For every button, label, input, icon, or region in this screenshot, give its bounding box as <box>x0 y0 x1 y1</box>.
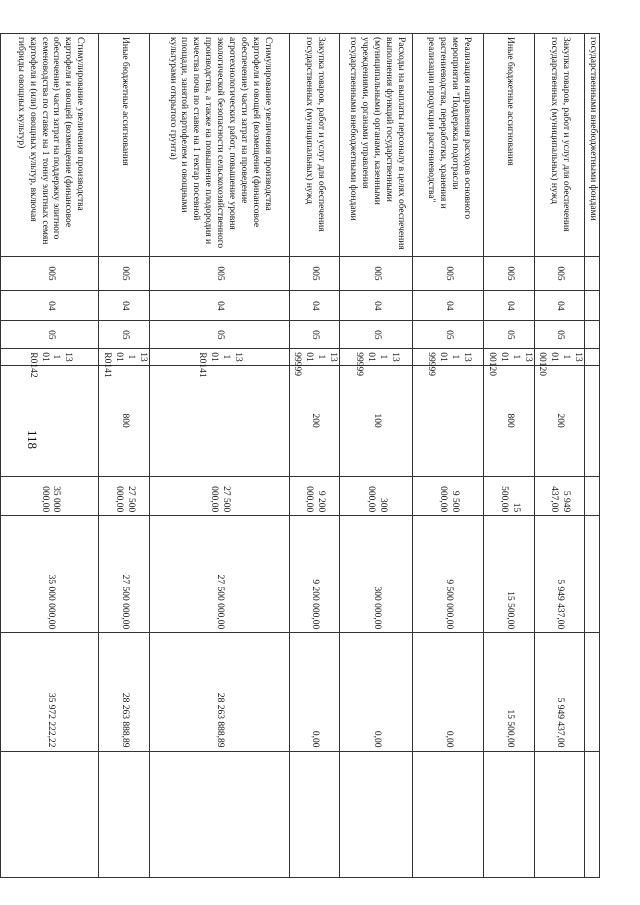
amount-2: 5 949 437,00 <box>534 633 585 751</box>
expense-type: 5 949 437,00 <box>534 476 585 515</box>
spacer-cell: 13 1 01 99999 <box>340 349 413 365</box>
table-row <box>0 34 1 878</box>
subsection-code <box>0 321 1 349</box>
amount-2: 28 263 888,89 <box>99 633 150 751</box>
amount-1: 5 949 437,00 <box>534 516 585 633</box>
expense-type: 9 500 000,00 <box>413 476 484 515</box>
section-code: 04 <box>1 291 99 321</box>
amount-1: 9 500 000,00 <box>413 516 484 633</box>
target-article <box>585 365 600 476</box>
amount-2 <box>585 633 600 751</box>
table-row <box>149 34 289 878</box>
amount-1: 300 000,00 <box>340 516 413 633</box>
target-article <box>1 365 99 476</box>
amount-2: 15 500,00 <box>484 633 535 751</box>
section-code <box>0 291 1 321</box>
section-code: 04 <box>534 291 585 321</box>
ministry-code: 005 <box>99 256 150 291</box>
spacer-cell: 13 1 01 00120 <box>484 349 535 365</box>
expense-description: Закупка товаров, работ и услуг для обеспечения государственных (муниципальных) нужд <box>289 34 340 257</box>
expense-description: Стимулирование увеличения производства картофеля и овощей (возмещение (финансовое обеспечение) части затрат на проведение агротехнологических работ, повышение уровня экологической безопасности сельскохозяйственного производства, а также на повышение плодородия и качества почв по ставке на 1 гектар посевной площади, занятой картофелем и овощными культурами открытого грунта) <box>149 34 289 257</box>
section-code: 04 <box>149 291 289 321</box>
amount-3 <box>484 751 535 877</box>
table-row <box>534 34 585 878</box>
ministry-code: 005 <box>1 256 99 291</box>
expense-description: Расходы на выплаты персоналу в целях обеспечения выполнения функций государственными (муниципальными) органами, казенными учреждениями, органами управления государственными внебюджетными фондами <box>340 34 413 257</box>
amount-3 <box>585 751 600 877</box>
table-row <box>585 34 600 878</box>
expense-type: 27 500 000,00 <box>99 476 150 515</box>
target-article: 100 <box>340 365 413 476</box>
spacer-cell: 13 1 01 99999 <box>289 349 340 365</box>
ministry-code: 005 <box>534 256 585 291</box>
subsection-code: 05 <box>413 321 484 349</box>
ministry-code <box>585 256 600 291</box>
ministry-code <box>0 256 1 291</box>
table-row <box>99 34 150 878</box>
amount-1 <box>585 516 600 633</box>
subsection-code: 05 <box>99 321 150 349</box>
amount-2: 0,00 <box>289 633 340 751</box>
expense-type: 35 000 000,00 <box>1 476 99 515</box>
ministry-code: 005 <box>413 256 484 291</box>
amount-2 <box>0 633 1 751</box>
expense-description: Иные бюджетные ассигнования <box>484 34 535 257</box>
amount-1: 27 500 000,00 <box>99 516 150 633</box>
expense-type: 15 500,00 <box>484 476 535 515</box>
subsection-code: 05 <box>1 321 99 349</box>
amount-3 <box>534 751 585 877</box>
ministry-code: 005 <box>149 256 289 291</box>
spacer-cell: 13 1 01 R0141 <box>149 349 289 365</box>
subsection-code: 05 <box>289 321 340 349</box>
amount-3 <box>340 751 413 877</box>
table-row <box>413 34 484 878</box>
subsection-code <box>585 321 600 349</box>
spacer-cell: 13 1 01 R0141 <box>99 349 150 365</box>
amount-3 <box>0 751 1 877</box>
subsection-code: 05 <box>484 321 535 349</box>
amount-2: 28 263 888,89 <box>149 633 289 751</box>
target-article: 200 <box>534 365 585 476</box>
expense-type: 9 200 000,00 <box>289 476 340 515</box>
table-row <box>289 34 340 878</box>
target-article: 200 <box>289 365 340 476</box>
target-article <box>149 365 289 476</box>
amount-1 <box>0 516 1 633</box>
amount-3 <box>289 751 340 877</box>
target-article <box>0 365 1 476</box>
amount-2: 0,00 <box>340 633 413 751</box>
amount-3 <box>99 751 150 877</box>
budget-table <box>0 33 600 878</box>
spacer-cell <box>0 349 1 365</box>
expense-description: Закупка товаров, работ и услуг для обеспечения государственных (муниципальных) нужд <box>534 34 585 257</box>
spacer-cell <box>585 349 600 365</box>
expense-description: Реализация направления расходов основного мероприятия "Поддержка подотрасли растениеводства, переработки, хранения и реализации продукции растениеводства" <box>413 34 484 257</box>
amount-3 <box>149 751 289 877</box>
subsection-code: 05 <box>534 321 585 349</box>
subsection-code: 05 <box>340 321 413 349</box>
spacer-cell: 13 1 01 99999 <box>413 349 484 365</box>
spacer-cell: 13 1 01 00120 <box>534 349 585 365</box>
section-code: 04 <box>289 291 340 321</box>
target-article: 800 <box>99 365 150 476</box>
table-row <box>484 34 535 878</box>
amount-3 <box>1 751 99 877</box>
amount-1: 35 000 000,00 <box>1 516 99 633</box>
expense-type: 27 500 000,00 <box>149 476 289 515</box>
expense-type: 300 000,00 <box>340 476 413 515</box>
subsection-code: 05 <box>149 321 289 349</box>
target-article <box>413 365 484 476</box>
table-row <box>1 34 99 878</box>
expense-description: государственными внебюджетными фондами <box>585 34 600 257</box>
section-code: 04 <box>340 291 413 321</box>
expense-description: Стимулирование увеличения производства картофеля и овощей (возмещение (финансовое обеспечение) части затрат на поддержку элитного семеноводства по ставке на 1 тонну элитных семян картофеля и (или) овощных культур, включая гибриды овощных культур) <box>1 34 99 257</box>
ministry-code: 005 <box>289 256 340 291</box>
ministry-code: 005 <box>484 256 535 291</box>
section-code: 04 <box>484 291 535 321</box>
section-code: 04 <box>413 291 484 321</box>
expense-type <box>0 476 1 515</box>
section-code: 04 <box>99 291 150 321</box>
page-number: 118 <box>25 430 40 450</box>
section-code <box>585 291 600 321</box>
target-article: 800 <box>484 365 535 476</box>
amount-3 <box>413 751 484 877</box>
spacer-cell: 13 1 01 R0142 <box>1 349 99 365</box>
expense-description <box>0 34 1 257</box>
amount-1: 15 500,00 <box>484 516 535 633</box>
expense-type <box>585 476 600 515</box>
amount-2: 0,00 <box>413 633 484 751</box>
table-row <box>340 34 413 878</box>
amount-1: 27 500 000,00 <box>149 516 289 633</box>
amount-1: 9 200 000,00 <box>289 516 340 633</box>
ministry-code: 005 <box>340 256 413 291</box>
expense-description: Иные бюджетные ассигнования <box>99 34 150 257</box>
amount-2: 35 972 222,22 <box>1 633 99 751</box>
